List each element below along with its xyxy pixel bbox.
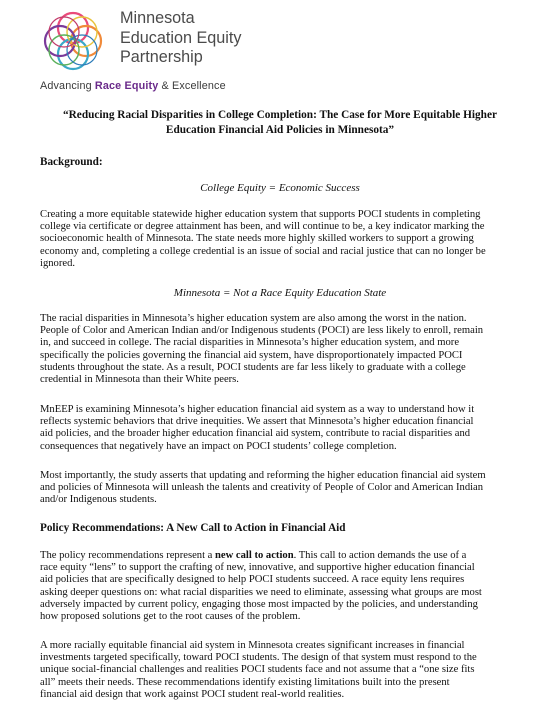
paragraph-line: college via certificate or degree attainment has been, and will continue to be, a key indicator marking the	[40, 221, 485, 233]
policy-heading: Policy Recommendations: A New Call to Action in Financial Aid	[40, 522, 346, 534]
tagline-prefix: Advancing	[40, 80, 95, 92]
paragraph-line: The racial disparities in Minnesota’s higher education system are also among the worst in the nation.	[40, 313, 467, 324]
paragraph-2	[40, 313, 518, 386]
paragraph-line: A more racially equitable financial aid system in Minnesota creates significant increases in financial	[40, 640, 465, 651]
document-title	[40, 108, 520, 138]
paragraph-3	[40, 404, 518, 453]
subheading-minnesota: Minnesota = Not a Race Equity Education State	[173, 287, 387, 299]
organization-name	[120, 9, 242, 68]
paragraph-line: aid policies, and the broader higher education financial aid system, contribute to racial disparities and	[40, 428, 471, 440]
call-to-action-emphasis: new call to action	[215, 550, 294, 561]
subheading-college-equity: College Equity = Economic Success	[200, 182, 360, 194]
tagline-accent: Race Equity	[94, 80, 159, 92]
paragraph-line: students throughout the state. As a result, POCI students are far less likely to graduate with a college	[40, 361, 466, 373]
paragraph-line: all” meets their needs. These recommendations identify existing limitations built into the present	[40, 676, 450, 688]
paragraph-line: unique social-financial challenges and realities POCI students face and not assume that a “one size fits	[40, 664, 475, 676]
paragraph-line: financial aid design that work against POCI student real-world realities.	[40, 688, 345, 700]
paragraph-line: Most importantly, the study asserts that updating and reforming the higher education financial aid system	[40, 470, 486, 481]
paragraph-line	[40, 550, 518, 562]
paragraph-line: and policies of Minnesota will unleash the talents and creativity of People of Color and American Indian	[40, 482, 484, 494]
org-name-line: Education Equity	[120, 28, 242, 47]
paragraph-line: adversely impacted by current policy, engaging those most impacted by the policies, and understanding	[40, 598, 478, 610]
paragraph-line: aid policies that are specifically designed to help POCI students succeed. A race equity lens requires	[40, 574, 465, 586]
paragraph-line: Creating a more equitable statewide higher education system that supports POCI students in completing	[40, 209, 481, 220]
paragraph-line: ignored.	[40, 257, 76, 269]
background-heading: Background:	[40, 156, 103, 168]
tagline-suffix: & Excellence	[158, 80, 226, 92]
text-run: . This call to action demands the use of a	[293, 550, 467, 561]
paragraph-line: how proposed solutions get to the root causes of the problem.	[40, 611, 301, 623]
paragraph-line: reflects systemic behaviors that drive inequities. We assert that Minnesota’s higher education financial	[40, 416, 474, 428]
paragraph-1	[40, 209, 518, 270]
paragraph-line: consequences that negatively have an impact on POCI students’ college completion.	[40, 440, 397, 452]
mneep-logo-icon	[38, 6, 108, 76]
paragraph-6	[40, 640, 518, 701]
paragraph-line: race equity “lens” to support the crafting of new, innovative, and supportive higher education financial	[40, 562, 475, 574]
paragraph-line: specifically the policies governing the financial aid system, have disproportionately impacted POCI	[40, 349, 463, 361]
paragraph-line: MnEEP is examining Minnesota’s higher education financial aid system as a way to understand how it	[40, 404, 475, 415]
paragraph-line: and/or Indigenous students.	[40, 494, 157, 506]
org-name-line: Minnesota	[120, 9, 195, 27]
paragraph-line: investments targeted specifically, toward POCI students. The design of that system must respond to the	[40, 652, 477, 664]
paragraph-line: economy and, completing a college credential is an issue of social and racial justice that can no longer be	[40, 245, 486, 257]
text-run: The policy recommendations represent a	[40, 550, 216, 561]
paragraph-4	[40, 470, 518, 507]
tagline	[40, 80, 226, 92]
paragraph-line: in, and succeed in college. The racial disparities in Minnesota’s higher education system, and more	[40, 337, 460, 349]
paragraph-line: socioeconomic health of Minnesota. The state needs more highly skilled workers to support a growing	[40, 233, 474, 245]
title-line: “Reducing Racial Disparities in College Completion: The Case for More Equitable Higher	[63, 109, 497, 121]
org-name-line: Partnership	[120, 48, 203, 66]
paragraph-line: asking deeper questions on: what racial disparities we need to eliminate, assessing what groups are most	[40, 586, 482, 598]
paragraph-5	[40, 550, 518, 623]
title-line: Education Financial Aid Policies in Minnesota”	[165, 124, 395, 136]
paragraph-line: credential in Minnesota than their White peers.	[40, 374, 239, 386]
paragraph-line: People of Color and American Indian and/or Indigenous students (POCI) are less likely to enroll, remain	[40, 325, 484, 337]
